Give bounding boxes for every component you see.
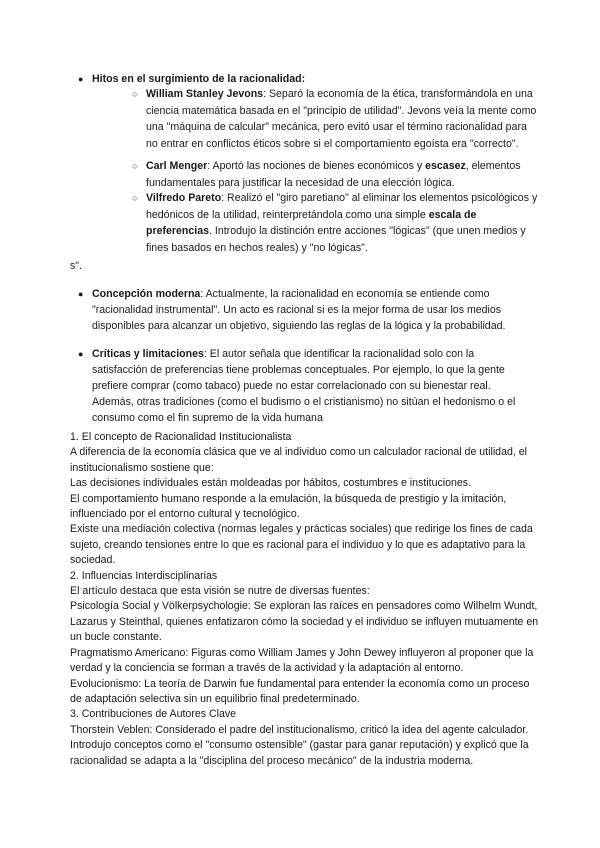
menger-name: Carl Menger (146, 160, 208, 172)
paragraph: Pragmatismo Americano: Figuras como William James y John Dewey influyeron al proponer que la verdad y la conciencia se forman a través de la actividad y la adaptación al entorno. (70, 646, 534, 675)
hitos-colon: : (301, 73, 306, 85)
jevons-name: William Stanley Jevons (146, 88, 264, 100)
paragraph: Existe una mediación colectiva (normas legales y prácticas sociales) que redirige los fines de cada sujeto, creando tensiones entre lo que es racional para el individuo y lo que es adaptativo para la sociedad. (70, 523, 533, 567)
circle-bullet: ○ (132, 161, 138, 171)
subbullet-menger (132, 158, 538, 191)
criticas-name: Críticas y limitaciones (92, 348, 204, 360)
paragraph: A diferencia de la economía clásica que ve al individuo como un calculador racional de utilidad, el institucionalismo sostiene que: (70, 446, 527, 474)
paragraph: El artículo destaca que esta visión se nutre de diversas fuentes: (70, 585, 370, 598)
pareto-text2: . Introdujo la distinción entre acciones "lógicas" (que unen medios y fines basados en hechos reales) y "no lógicas". (146, 225, 526, 254)
menger-bold: escasez (425, 160, 466, 172)
bullet-criticas (78, 346, 532, 426)
bullet-dot: ● (78, 74, 84, 84)
menger-text1: : Aportó las nociones de bienes económicos y (207, 160, 426, 172)
paragraph: Las decisiones individuales están moldeadas por hábitos, costumbres e instituciones. (70, 477, 472, 490)
concepcion-text: : Actualmente, la racionalidad en economía se entiende como "racionalidad instrumental". Un acto es racional si es la mejor forma de usar los medios disponibles para alcanzar un objetivo, siguiendo las reglas de la lógica y la probabilidad. (92, 288, 506, 332)
paragraph: Thorstein Veblen: Considerado el padre del institucionalismo, criticó la idea del agente calculador. Introdujo conceptos como el "consumo ostensible" (gastar para ganar reputación) y explicó que la racionalidad se adapta a la "disciplina del proceso mecánico" de la industria moderna. (70, 723, 529, 767)
concepcion-name: Concepción moderna (92, 288, 201, 300)
paragraph: El comportamiento humano responde a la emulación, la búsqueda de prestigio y la imitación, influenciado por el entorno cultural y tecnológico. (70, 492, 507, 521)
hitos-title: Hitos en el surgimiento de la racionalidad (92, 73, 302, 85)
section-heading-1: 1. El concepto de Racionalidad Institucionalista (70, 431, 292, 443)
subbullet-pareto (132, 190, 538, 256)
paragraph: Evolucionismo: La teoría de Darwin fue fundamental para entender la economía como un proceso de adaptación selectiva sin un equilibrio final predeterminado. (70, 677, 530, 705)
criticas-text: : El autor señala que identificar la racionalidad solo con la satisfacción de preferencias tiene problemas conceptuales. Por ejemplo, lo que la gente prefiere comprar (como tabaco) puede no estar correlacionado con su bienestar real. Además, otras tradiciones (como el budismo o el cristianismo) no sitúan el hedonismo o el consumo como el fin supremo de la vida humana (92, 348, 516, 424)
body-text (70, 430, 540, 769)
menger-text2: , elementos fundamentales para justificar la necesidad de una elección lógica. (146, 160, 521, 189)
section-heading-2: 2. Influencias Interdisciplinarias (70, 569, 218, 582)
pareto-text1: : Realizó el "giro paretiano" al eliminar los elementos psicológicos y hedónicos de la utilidad, reinterpretándola como una simple (146, 192, 538, 221)
circle-bullet: ○ (132, 89, 138, 99)
bullet-dot: ● (78, 289, 84, 299)
paragraph: Psicología Social y Völkerpsychologie: Se exploran las raíces en pensadores como Wilhelm Wundt, Lazarus y Steinthal, quienes enfatizaron cómo la sociedad y el individuo se influyen mutuamente en un bucle constante. (70, 600, 539, 644)
subbullet-jevons (132, 86, 538, 152)
bullet-dot: ● (78, 349, 84, 359)
pareto-name: Vilfredo Pareto (146, 192, 222, 204)
bullet-hitos (78, 71, 532, 87)
circle-bullet: ○ (132, 193, 138, 203)
stray-text: s". (70, 260, 83, 272)
bullet-concepcion (78, 286, 532, 334)
section-heading-3: 3. Contribuciones de Autores Clave (70, 708, 237, 721)
pareto-bold: escala de preferencias (146, 208, 477, 237)
jevons-text: : Separó la economía de la ética, transformándola en una ciencia matemática basada en el "principio de utilidad". Jevons veía la mente como una "máquina de calcular" mecánica, pero evitó usar el término racionalidad para no entrar en conflictos éticos sobre si el comportamiento egoísta era "correcto". (146, 88, 537, 150)
